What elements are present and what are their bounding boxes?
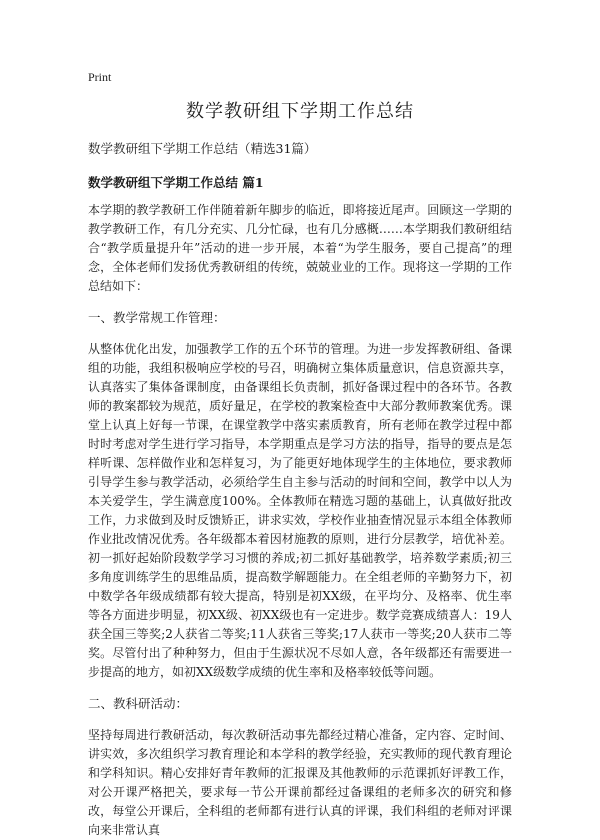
document-subtitle: 数学教研组下学期工作总结（精选31篇）: [88, 141, 317, 156]
heading-research-activities: 二、教科研活动：: [88, 696, 189, 711]
intro-paragraph: 本学期的教学教研工作伴随着新年脚步的临近，即将接近尾声。回顾这一学期的教学教研工作，有几分充实、几分忙碌，也有几分感概……本学期我们教研组结合“教学质量提升年”活动的进一步开展，本着“为学生服务，要自己提高”的理念，全体老师们发扬优秀教研组的传统，兢兢业业的工作。现将这一学期的工作总结如下：: [88, 203, 512, 293]
page-title: 数学教研组下学期工作总结: [186, 101, 414, 122]
heading-teaching-management: 一、教学常规工作管理：: [88, 310, 226, 325]
section-title: 数学教研组下学期工作总结 篇1: [88, 175, 264, 190]
research-activities-paragraph: 坚持每周进行教研活动，每次教研活动事先都经过精心准备，定内容、定时间、讲实效，多次组织学习教育理论和本学科的教学经验，充实教师的现代教育理论和学科知识。精心安排好青年教师的汇报课及其他教师的示范课抓好评教工作，对公开课严格把关，要求每一节公开课前都经过备课组的老师多次的研究和修改，每堂公开课后，全科组的老师都有进行认真的评课，我们科组的老师对评课向来非常认真: [88, 728, 512, 837]
teaching-management-paragraph: 从整体优化出发，加强教学工作的五个环节的管理。为进一步发挥教研组、备课组的功能，我组积极响应学校的号召，明确树立集体质量意识，信息资源共享，认真落实了集体备课制度，由备课组长负责制，抓好备课过程中的各环节。各教师的教案都较为规范，质好量足，在学校的教案检查中大部分教师教案优秀。课堂上认真上好每一节课，在课堂教学中落实素质教育，所有老师在教学过程中都时时考虑对学生进行学习指导，本学期重点是学习方法的指导，指导的要点是怎样听课、怎样做作业和怎样复习，为了能更好地体现学生的主体地位，要求教师引导学生参与教学活动，必须给学生自主参与活动的时间和空间，教学中以人为本关爱学生，学生满意度100%。全体教师在精选习题的基础上，认真做好批改工作，力求做到及时反馈矫正，讲求实效，学校作业抽查情况显示本组全体教师作业批改情况优秀。各年级都本着因材施教的原则，进行分层教学，培优补差。初一抓好起始阶段数学学习习惯的养成;初二抓好基础教学，培养数学素质;初三多角度训练学生的思维品质，提高数学解题能力。在全组老师的辛勤努力下，初中数学各年级成绩都有较大提高，特别是初XX级，在平均分、及格率、优生率等各方面进步明显，初XX级、初XX级也有一定进步。数学竞赛成绩喜人：19人获全国三等奖;2人获省二等奖;11人获省三等奖;17人获市一等奖;20人获市二等奖。尽管付出了种种努力，但由于生源状况不尽如人意，各年级都还有需要进一步提高的地方，如初XX级数学成绩的优生率和及格率较低等问题。: [88, 342, 512, 679]
print-link[interactable]: Print: [88, 70, 112, 84]
